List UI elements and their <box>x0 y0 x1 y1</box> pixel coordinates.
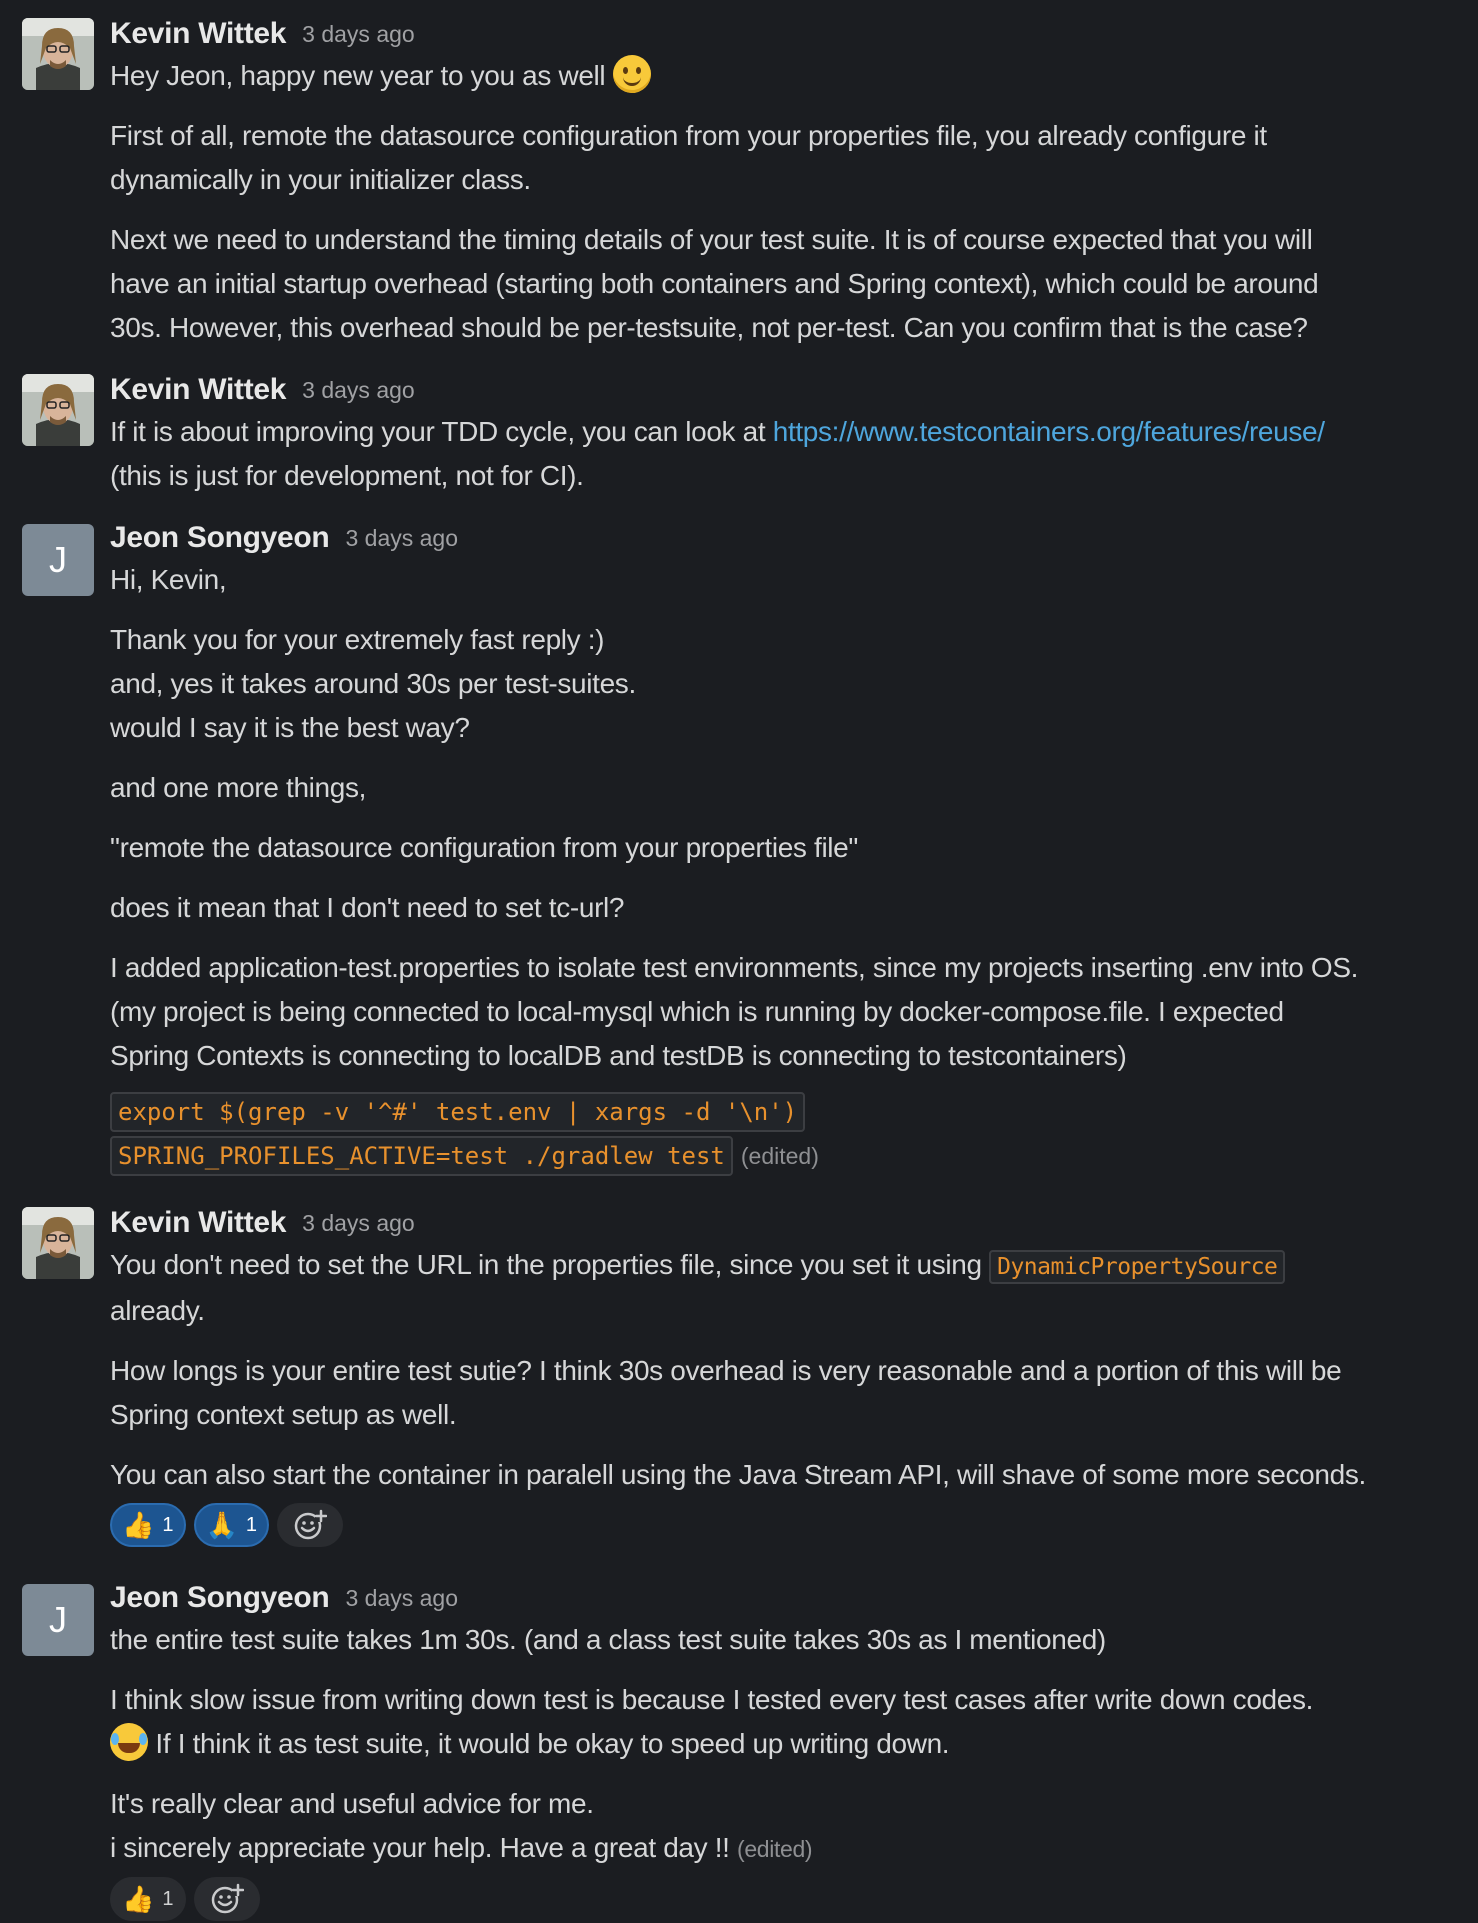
author-name[interactable]: Kevin Wittek <box>110 1206 287 1239</box>
avatar-letter: J <box>49 539 67 580</box>
code-block: SPRING_PROFILES_ACTIVE=test ./gradlew test <box>110 1136 733 1176</box>
author-name[interactable]: Jeon Songyeon <box>110 521 330 554</box>
message-text <box>110 410 1468 454</box>
reaction-thumbsup[interactable] <box>110 1503 186 1547</box>
timestamp[interactable]: 3 days ago <box>302 1209 415 1236</box>
add-reaction-icon <box>293 1508 327 1542</box>
text-line: i sincerely appreciate your help. Have a great day !! <box>110 1832 738 1863</box>
message-header <box>110 518 1468 558</box>
edited-label: (edited) <box>737 1836 813 1862</box>
message <box>0 370 1478 498</box>
timestamp[interactable]: 3 days ago <box>302 20 415 47</box>
message-text: does it mean that I don't need to set tc-url? <box>110 892 625 923</box>
slightly-smiling-face-icon <box>613 55 651 93</box>
add-reaction-icon <box>210 1882 244 1916</box>
folded-hands-icon: 🙏 <box>205 1509 238 1540</box>
timestamp[interactable]: 3 days ago <box>345 524 458 551</box>
message-text: You can also start the container in paralell using the Java Stream API, will shave of some more seconds. <box>110 1459 1366 1490</box>
author-name[interactable]: Jeon Songyeon <box>110 1581 330 1614</box>
message-text: Spring Contexts is connecting to localDB and testDB is connecting to testcontainers) <box>110 1040 1127 1071</box>
message-text: I added application-test.properties to isolate test environments, since my projects inserting .env into OS. <box>110 952 1359 983</box>
message-header <box>110 1203 1468 1243</box>
edited-label: (edited) <box>740 1142 819 1169</box>
message-text: Hi, Kevin, <box>110 564 227 595</box>
message-text: dynamically in your initializer class. <box>110 164 531 195</box>
message-text: and, yes it takes around 30s per test-suites. <box>110 668 636 699</box>
thumbs-up-icon: 👍 <box>122 1509 155 1540</box>
message-text: First of all, remote the datasource configuration from your properties file, you already configure it <box>110 120 1267 151</box>
message-text: the entire test suite takes 1m 30s. (and a class test suite takes 30s as I mentioned) <box>110 1624 1106 1655</box>
timestamp[interactable]: 3 days ago <box>302 376 415 403</box>
user-photo-icon <box>22 1207 94 1279</box>
message <box>0 518 1478 1178</box>
message-text: Thank you for your extremely fast reply :) <box>110 624 605 655</box>
message-text <box>110 54 1468 98</box>
reactions-bar <box>110 1501 1468 1549</box>
author-name[interactable]: Kevin Wittek <box>110 373 287 406</box>
message-text: (this is just for development, not for CI). <box>110 460 584 491</box>
message-text: Spring context setup as well. <box>110 1399 457 1430</box>
user-photo-icon <box>22 18 94 90</box>
thumbs-up-icon: 👍 <box>122 1883 155 1914</box>
message <box>0 1203 1478 1549</box>
message-text: Next we need to understand the timing details of your test suite. It is of course expected that you will <box>110 224 1313 255</box>
message-text: would I say it is the best way? <box>110 712 470 743</box>
message-text: and one more things, <box>110 772 367 803</box>
message-text: It's really clear and useful advice for me. <box>110 1788 594 1819</box>
message-text: (my project is being connected to local-mysql which is running by docker-compose.file. I expected <box>110 996 1284 1027</box>
text-line: You don't need to set the URL in the properties file, since you set it using <box>110 1249 990 1280</box>
author-name[interactable]: Kevin Wittek <box>110 17 287 50</box>
message <box>0 14 1478 350</box>
reaction-count: 1 <box>245 1513 257 1536</box>
message-text: How longs is your entire test sutie? I think 30s overhead is very reasonable and a portion of this will be <box>110 1355 1342 1386</box>
reactions-bar <box>110 1875 1468 1923</box>
avatar[interactable] <box>22 1584 94 1656</box>
reaction-thumbsup[interactable] <box>110 1877 186 1921</box>
message-header <box>110 1578 1468 1618</box>
add-reaction-button[interactable] <box>194 1877 260 1921</box>
avatar[interactable] <box>22 524 94 596</box>
reaction-count: 1 <box>162 1887 174 1910</box>
timestamp[interactable]: 3 days ago <box>345 1584 458 1611</box>
message-text <box>110 1826 1468 1871</box>
message <box>0 1578 1478 1923</box>
face-with-tears-of-joy-icon <box>110 1723 148 1761</box>
message-header <box>110 370 1468 410</box>
reaction-count: 1 <box>162 1513 174 1536</box>
text-line: Hey Jeon, happy new year to you as well <box>110 60 606 91</box>
reaction-pray[interactable] <box>194 1503 270 1547</box>
text-line: If it is about improving your TDD cycle, you can look at <box>110 416 773 447</box>
avatar[interactable] <box>22 18 94 90</box>
avatar[interactable] <box>22 1207 94 1279</box>
user-photo-icon <box>22 374 94 446</box>
message-text: I think slow issue from writing down test is because I tested every test cases after write down codes. <box>110 1684 1314 1715</box>
code-block: export $(grep -v '^#' test.env | xargs -d '\n') <box>110 1092 805 1132</box>
message-text: "remote the datasource configuration from your properties file" <box>110 832 858 863</box>
add-reaction-button[interactable] <box>277 1503 343 1547</box>
message-header <box>110 14 1468 54</box>
message-text <box>110 1243 1468 1289</box>
message-text: have an initial startup overhead (starting both containers and Spring context), which could be around <box>110 268 1319 299</box>
reuse-link[interactable]: https://www.testcontainers.org/features/reuse/ <box>772 416 1325 447</box>
message-text <box>110 1722 1468 1766</box>
avatar[interactable] <box>22 374 94 446</box>
text-line: If I think it as test suite, it would be okay to speed up writing down. <box>148 1728 950 1759</box>
avatar-letter: J <box>49 1599 67 1640</box>
message-text: 30s. However, this overhead should be per-testsuite, not per-test. Can you confirm that is the case? <box>110 312 1308 343</box>
message-text: already. <box>110 1295 205 1326</box>
inline-code: DynamicPropertySource <box>989 1250 1285 1284</box>
